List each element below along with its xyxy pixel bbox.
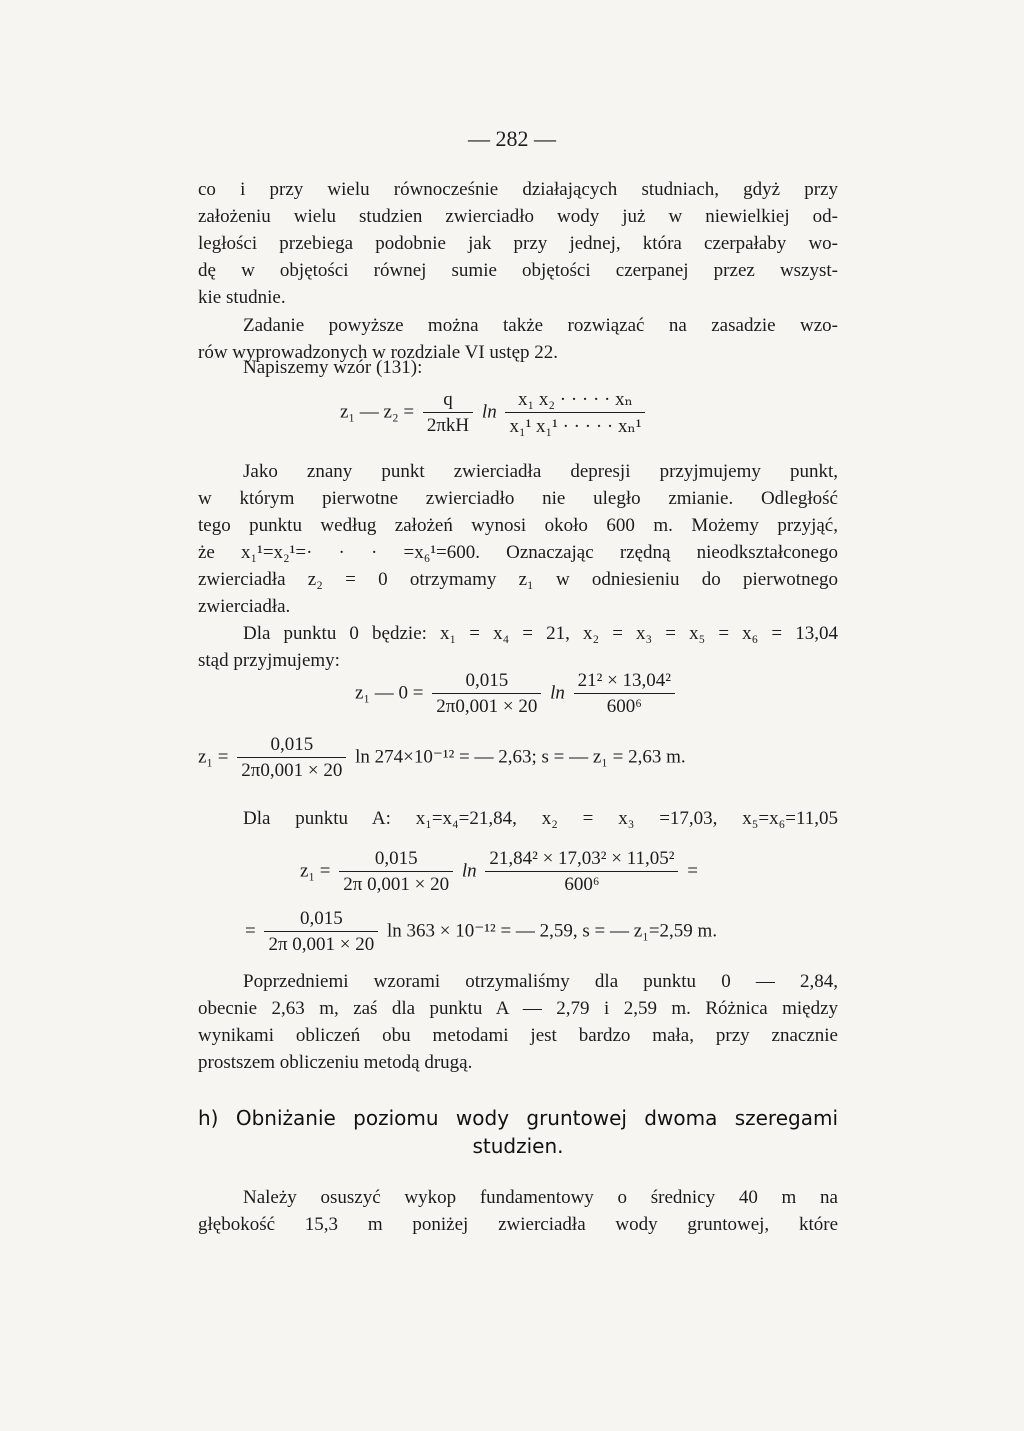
text-line: kie studnie.: [198, 287, 286, 308]
text-line: Zadanie powyższe można także rozwiązać na zasadzie wzo-: [243, 315, 838, 336]
text-line: Dla punktu 0 będzie: x₁ = x₄ = 21, x₂ = x₃ = x₅ = x₆ = 13,04: [243, 623, 838, 644]
formula-point-a-1: [300, 848, 698, 896]
text-line: zwierciadła.: [198, 596, 291, 617]
fraction: [485, 848, 678, 896]
fraction-denominator: 600⁶: [606, 696, 642, 717]
fraction: [574, 670, 675, 718]
fraction: [423, 389, 473, 437]
fraction-denominator: 2π 0,001 × 20: [268, 934, 375, 955]
text-line: zwierciadła z₂ = 0 otrzymamy z₁ w odniesieniu do pierwotnego: [198, 569, 838, 590]
text-line: prostszem obliczeniu metodą drugą.: [198, 1052, 473, 1073]
text-line: Dla punktu A: x₁=x₄=21,84, x₂ = x₃ =17,03, x₅=x₆=11,05: [243, 808, 838, 829]
formula-lhs: =: [245, 920, 256, 942]
ln-operator: ln: [481, 401, 497, 423]
fraction-numerator: 21² × 13,04²: [574, 670, 675, 694]
fraction: [237, 734, 346, 782]
formula-131: [340, 388, 649, 438]
fraction: [505, 388, 645, 438]
paragraph-8: [198, 1184, 838, 1238]
page-number: — 282 —: [468, 126, 556, 151]
fraction-denominator: 2π0,001 × 20: [436, 696, 538, 717]
text-line: Poprzedniemi wzorami otrzymaliśmy dla punktu 0 — 2,84,: [243, 971, 838, 992]
formula-lhs: z₁ =: [198, 746, 229, 768]
formula-point-a-2: [245, 908, 717, 956]
text-line: stąd przyjmujemy:: [198, 650, 340, 671]
fraction-numerator: 0,015: [432, 670, 541, 694]
text-line: ległości przebiega podobnie jak przy jednej, która czerpałaby wo-: [198, 233, 838, 254]
heading-line: studzien.: [472, 1134, 564, 1158]
paragraph-7: [198, 968, 838, 1076]
fraction-numerator: 0,015: [264, 908, 378, 932]
fraction: [432, 670, 541, 718]
ln-operator: ln: [550, 682, 565, 704]
formula-rest: ln 274×10⁻¹² = — 2,63; s = — z₁ = 2,63 m.: [355, 746, 686, 768]
text-line: rów wyprowadzonych w rozdziale VI ustęp 22.: [198, 342, 559, 363]
fraction-numerator: x₁ x₂ · · · · · xₙ: [505, 388, 645, 413]
paragraph-6: [198, 805, 838, 832]
text-line: tego punktu według założeń wynosi około 600 m. Możemy przyjąć,: [198, 515, 838, 536]
fraction: [339, 848, 453, 896]
section-heading: [198, 1104, 838, 1160]
formula-rest: ln 363 × 10⁻¹² = — 2,59, s = — z₁=2,59 m.: [387, 920, 718, 942]
text-line: w którym pierwotne zwierciadło nie uległo zmianie. Odległość: [198, 488, 838, 509]
fraction-numerator: 21,84² × 17,03² × 11,05²: [485, 848, 678, 872]
text-line: wynikami obliczeń obu metodami jest bardzo mała, przy znacznie: [198, 1025, 838, 1046]
ln-operator: ln: [461, 860, 477, 882]
paragraph-1: [198, 176, 838, 311]
fraction-numerator: q: [423, 389, 473, 413]
fraction-denominator: x₁¹ x₁¹ · · · · · xₙ¹: [509, 416, 642, 437]
fraction-denominator: 2π 0,001 × 20: [343, 874, 450, 895]
fraction-numerator: 0,015: [339, 848, 453, 872]
paragraph-5: [198, 620, 838, 674]
fraction-denominator: 2πkH: [426, 415, 470, 436]
formula-lhs: z₁ — 0 =: [355, 682, 424, 704]
formula-lhs: z₁ — z₂ =: [340, 401, 415, 423]
text-line: głębokość 15,3 m poniżej zwierciadła wody gruntowej, które: [198, 1214, 838, 1235]
formula-lhs: z₁ =: [300, 860, 331, 882]
text-line: co i przy wielu równocześnie działających studniach, gdyż przy: [198, 179, 838, 200]
fraction-denominator: 600⁶: [564, 874, 600, 895]
text-line: obecnie 2,63 m, zaś dla punktu A — 2,79 i 2,59 m. Różnica między: [198, 998, 838, 1019]
paragraph-4: [198, 458, 838, 620]
fraction-numerator: 0,015: [237, 734, 346, 758]
formula-tail: =: [687, 860, 698, 882]
formula-point-o-2: [198, 734, 686, 782]
text-line: Jako znany punkt zwierciadła depresji przyjmujemy punkt,: [243, 461, 838, 482]
heading-line: h) Obniżanie poziomu wody gruntowej dwoma szeregami: [198, 1106, 838, 1130]
paragraph-3: [198, 354, 838, 381]
formula-point-o-1: [355, 670, 679, 718]
fraction: [264, 908, 378, 956]
text-line: założeniu wielu studzien zwierciadło wody już w niewielkiej od-: [198, 206, 838, 227]
text-line: Napiszemy wzór (131):: [243, 357, 423, 378]
text-line: Należy osuszyć wykop fundamentowy o średnicy 40 m na: [243, 1187, 838, 1208]
fraction-denominator: 2π0,001 × 20: [241, 760, 343, 781]
text-line: że x₁¹=x₂¹=· · · =x₆¹=600. Oznaczając rzędną nieodkształconego: [198, 542, 838, 563]
text-line: dę w objętości równej sumie objętości czerpanej przez wszyst-: [198, 260, 838, 281]
